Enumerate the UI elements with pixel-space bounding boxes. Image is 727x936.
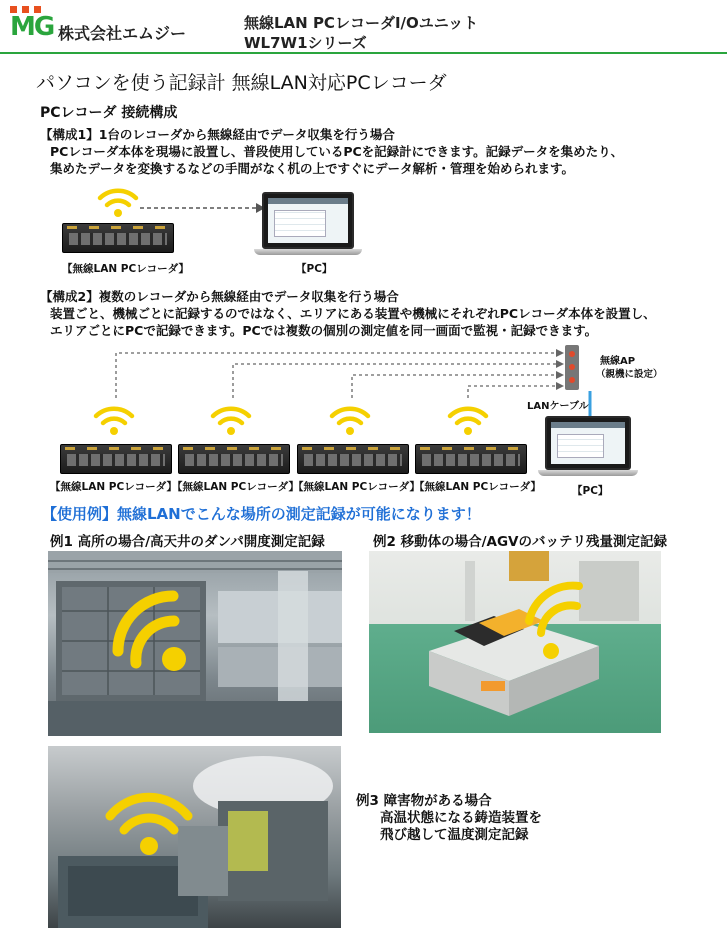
- config2-heading: 【構成2】複数のレコーダから無線経由でデータ収集を行う場合: [40, 289, 399, 304]
- company-name: 株式会社エムジー: [58, 24, 187, 43]
- ap-led: [569, 364, 575, 370]
- recorder-caption: 【無線LAN PCレコーダ】: [50, 481, 177, 493]
- example2-title: 例2 移動体の場合/AGVのバッテリ残量測定記録: [373, 534, 668, 550]
- wifi-icon: [328, 400, 372, 438]
- wireless-ap: [565, 345, 579, 390]
- config1-heading: 【構成1】1台のレコーダから無線経由でデータ収集を行う場合: [40, 127, 395, 142]
- config1-text: 集めたデータを変換するなどの手間がなく机の上ですぐにデータ解析・管理を始められます。: [50, 161, 575, 176]
- recorder-device: [297, 444, 409, 474]
- photo-agv: [369, 551, 661, 733]
- ap-led: [569, 377, 575, 383]
- pc-caption: 【PC】: [572, 485, 609, 497]
- pc-caption: 【PC】: [296, 263, 333, 275]
- recorder-device: [60, 444, 172, 474]
- header-title: 無線LAN PCレコーダI/Oユニット: [244, 14, 479, 32]
- config1-text: PCレコーダ本体を現場に設置し、普段使用しているPCを記録計にできます。記録データを集めたり、: [50, 144, 624, 159]
- photo-casting-machine: [48, 746, 341, 928]
- config2-text: エリアごとにPCで記録できます。PCでは複数の個別の測定値を同一画面で監視・記録できます。: [50, 323, 598, 338]
- header-subtitle: WL7W1シリーズ: [244, 34, 367, 52]
- section-title: PCレコーダ 接続構成: [40, 105, 178, 121]
- usage-title: 【使用例】無線LANでこんな場所の測定記録が可能になります！: [42, 505, 481, 523]
- example1-title: 例1 高所の場合/高天井のダンパ開度測定記録: [50, 534, 325, 550]
- wifi-icon: [92, 400, 136, 438]
- laptop-base: [538, 470, 638, 476]
- logo-mark: MG: [10, 12, 54, 42]
- recorder-caption: 【無線LAN PCレコーダ】: [414, 481, 541, 493]
- recorder-caption: 【無線LAN PCレコーダ】: [293, 481, 420, 493]
- example3-text: 飛び越して温度測定記録: [380, 827, 529, 843]
- wifi-icon: [209, 400, 253, 438]
- config2-text: 装置ごと、機械ごとに記録するのではなく、エリアにある装置や機械にそれぞれPCレコーダ本体を設置し、: [50, 306, 656, 321]
- example3-text: 高温状態になる鋳造装置を: [380, 810, 542, 826]
- recorder-device: [178, 444, 290, 474]
- ap-label: 無線AP: [600, 356, 636, 367]
- photo-ceiling-damper: [48, 551, 342, 736]
- laptop-pc: [545, 416, 631, 470]
- recorder-caption: 【無線LAN PCレコーダ】: [62, 263, 189, 275]
- ap-sublabel: （親機に設定）: [596, 369, 663, 380]
- lan-cable-label: LANケーブル: [527, 401, 589, 412]
- ap-led: [569, 351, 575, 357]
- page-title: パソコンを使う記録計 無線LAN対応PCレコーダ: [36, 72, 447, 94]
- wifi-icon: [446, 400, 490, 438]
- example3-title: 例3 障害物がある場合: [356, 793, 492, 809]
- recorder-device: [415, 444, 527, 474]
- recorder-caption: 【無線LAN PCレコーダ】: [172, 481, 299, 493]
